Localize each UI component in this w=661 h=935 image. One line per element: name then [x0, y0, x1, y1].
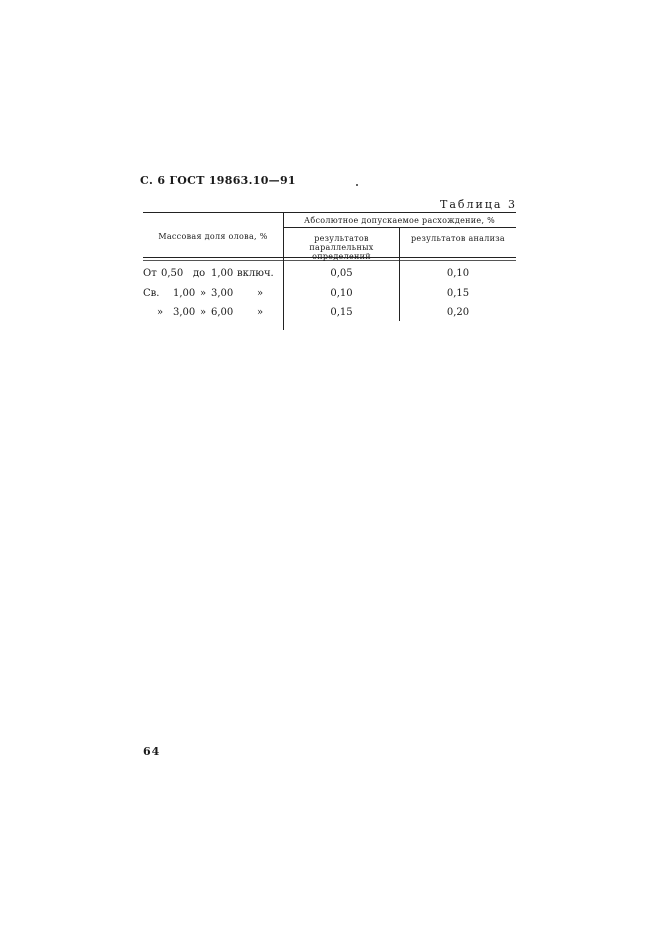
- value-parallel: 0,15: [330, 307, 353, 318]
- range-suffix: »: [257, 288, 264, 299]
- table-row: [143, 288, 516, 304]
- page-number: 64: [143, 745, 161, 758]
- col1-header: Массовая доля олова, %: [158, 232, 268, 241]
- table-row: [143, 268, 516, 284]
- sub-header-analysis: результатов анализа: [411, 234, 505, 243]
- range-from: 3,00: [173, 307, 196, 318]
- range-from: 1,00: [173, 288, 196, 299]
- range-prefix: От: [143, 268, 157, 279]
- range-from: 0,50: [161, 268, 184, 279]
- range-to: 3,00: [211, 288, 234, 299]
- range-cell: [143, 268, 283, 284]
- range-to: 1,00: [211, 268, 234, 279]
- range-suffix: »: [257, 307, 264, 318]
- speck-mark: [356, 184, 358, 186]
- range-cell: [143, 288, 283, 304]
- table-top-rule: [143, 212, 516, 213]
- value-parallel: 0,05: [330, 268, 353, 279]
- value-parallel: 0,10: [330, 288, 353, 299]
- range-prefix: Св.: [143, 288, 160, 299]
- value-analysis: 0,10: [446, 268, 470, 279]
- table-row: [143, 307, 516, 323]
- page-header: С. 6 ГОСТ 19863.10—91: [140, 174, 296, 187]
- sub-header-parallel: результатов параллельных определений: [309, 234, 374, 261]
- value-analysis: 0,15: [446, 288, 470, 299]
- range-sep: »: [200, 307, 207, 318]
- value-analysis: 0,20: [446, 307, 470, 318]
- range-sep: »: [200, 288, 207, 299]
- range-to: 6,00: [211, 307, 234, 318]
- range-prefix: »: [157, 307, 164, 318]
- range-cell: [143, 307, 283, 323]
- table-caption: Таблица 3: [440, 198, 517, 211]
- range-suffix: включ.: [237, 268, 274, 279]
- group-header: Абсолютное допускаемое расхождение, %: [303, 216, 496, 225]
- range-sep: до: [193, 268, 206, 279]
